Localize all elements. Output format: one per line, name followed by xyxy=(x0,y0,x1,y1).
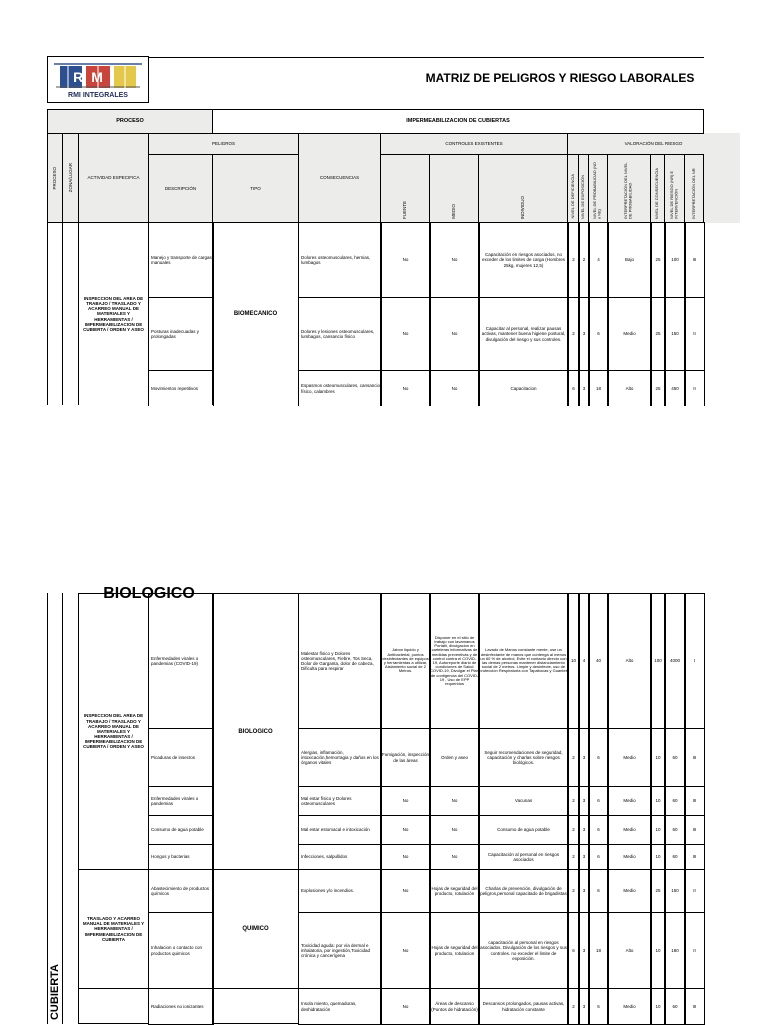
cell-desc: Consumo de agua potable xyxy=(148,815,214,845)
cell-nd: 2 xyxy=(567,222,580,298)
cell-np: 6 xyxy=(588,988,609,1025)
cell-fuente: No xyxy=(380,912,431,989)
cell-medio: Áreas de descanso (Puntos de hidratación) xyxy=(429,988,480,1025)
section2-side-label: CUBIERTA xyxy=(48,963,61,1020)
col-individuo: INDIVIDUO xyxy=(478,154,568,223)
section1-activity: INSPECCION DEL AREA DE TRABAJO / TRASLADO Y ACARREO MANUAL DE MATERIALES Y HERRAMIENTAS / IMPERMEABILIZACION DE CUBIERTA / ORDEN Y ASEO xyxy=(78,222,149,405)
cell-ne: 3 xyxy=(578,844,590,870)
cell-fuente: No xyxy=(380,988,431,1025)
cell-inp: Medio xyxy=(607,297,652,371)
col-descripcion: DESCRIPCIÓN xyxy=(148,154,213,223)
cell-ind: capacitación al personal en riesgos asociados. Divulgación de los riesgos y sus controles. no exceder el limite de exposición. xyxy=(478,912,569,989)
cell-ind: Consumo de agua potable xyxy=(478,815,569,845)
cell-inp: Medio xyxy=(607,844,652,870)
cell-desc: Inhalacion o contacto con productos quimicos xyxy=(148,912,214,989)
cell-nc: 100 xyxy=(650,593,666,729)
cell-medio: No xyxy=(429,222,480,298)
cell-desc: Hongos y bacterias xyxy=(148,844,214,870)
col-valoracion: VALORACIÓN DEL RIESGO xyxy=(567,133,740,155)
cell-inr: I xyxy=(684,593,705,729)
col-ne: NIVEL DE EXPOSICIÓN xyxy=(578,154,589,223)
cell-inp: Alto xyxy=(607,593,652,729)
cell-np: 6 xyxy=(588,297,609,371)
cell-medio: Hojas de seguridad del producto, rotulacion xyxy=(429,912,480,989)
cell-nc: 25 xyxy=(650,222,666,298)
col-inr: INTERPRETACIÓN DEL NR xyxy=(684,154,704,223)
cell-cons: Explosiones y/o incendios. xyxy=(298,869,382,913)
cell-medio: No xyxy=(429,297,480,371)
cell-cons: Malestar físico y Dolores osteomusculares, Fiebre, Tos Seca, Dolor de Garganta, dolor de cabeza, Dificulta para respirar xyxy=(298,593,382,729)
cell-ne: 3 xyxy=(578,728,590,787)
cell-nd: 6 xyxy=(567,370,580,406)
cell-ind: Capacitación al personal en riesgos asociados xyxy=(478,844,569,870)
section2-type-quimico-cell: QUIMICO xyxy=(212,869,299,989)
header-extension xyxy=(704,133,740,223)
cell-inp: Medio xyxy=(607,815,652,845)
proceso-value: IMPERMEABILIZACION DE CUBIERTAS xyxy=(212,109,704,134)
cell-nr: 4000 xyxy=(664,593,686,729)
cell-nd: 2 xyxy=(567,844,580,870)
cell-medio: No xyxy=(429,815,480,845)
cell-nr: 60 xyxy=(664,988,686,1025)
cell-cons: Toxicidad aguda: por vía dermal e inhalatoria, por ingestión,Toxicidad crónica y cancerígena xyxy=(298,912,382,989)
cell-nd: 2 xyxy=(567,786,580,816)
cell-inp: Medio xyxy=(607,728,652,787)
section2-activity-quimico: TRASLADO Y ACARREO MANUAL DE MATERIALES Y HERRAMIENTAS / IMPERMEABILIZACION DE CUBIERTA xyxy=(78,869,149,989)
cell-inr: III xyxy=(684,222,705,298)
cell-cons: Mal estar estomacal e intoxicación xyxy=(298,815,382,845)
cell-cons: Mal estar físico y Dolores osteomusculares xyxy=(298,786,382,816)
col-peligros: PELIGROS xyxy=(148,133,299,155)
col-zona: ZONA/LUGAR xyxy=(62,133,79,223)
cell-nc: 10 xyxy=(650,912,666,989)
cell-nr: 60 xyxy=(664,728,686,787)
cell-np: 18 xyxy=(588,370,609,406)
section2-type-biologico: BIOLOGICO xyxy=(103,585,195,602)
section2-type-blank-cell xyxy=(212,988,299,1024)
cell-np: 6 xyxy=(588,844,609,870)
col-fuente: FUENTE xyxy=(380,154,430,223)
cell-ind: Capacitar al personal, realizar pausas activas, mantener buena higiene postural, divulgación del riesgo y sus controles. xyxy=(478,297,569,371)
cell-nd: 6 xyxy=(567,912,580,989)
cell-medio: No xyxy=(429,786,480,816)
cell-inr: II xyxy=(684,297,705,371)
col-inp: INTERPRETACIÓN DEL NIVEL DE PROBABILIDAD xyxy=(607,154,651,223)
proceso-label: PROCESO xyxy=(47,109,213,134)
page-title: MATRIZ DE PELIGROS Y RIESGO LABORALES xyxy=(425,71,695,85)
cell-np: 6 xyxy=(588,815,609,845)
cell-ne: 3 xyxy=(578,370,590,406)
cell-nr: 60 xyxy=(664,786,686,816)
col-controles: CONTROLES EXISTENTES xyxy=(380,133,568,155)
col-np: NIVEL DE PROBABILIDAD (ND x NE) xyxy=(588,154,608,223)
cell-np: 4 xyxy=(588,222,609,298)
cell-nc: 10 xyxy=(650,815,666,845)
cell-inp: Bajo xyxy=(607,222,652,298)
cell-desc: Movimientos repetitivos xyxy=(148,370,214,406)
cell-inp: Medio xyxy=(607,869,652,913)
cell-desc: Posturas inadecuadas y prolongadas xyxy=(148,297,214,371)
cell-desc: Abastecimiento de productos químicos xyxy=(148,869,214,913)
cell-fuente: No xyxy=(380,370,431,406)
cell-inr: II xyxy=(684,912,705,989)
cell-ne: 3 xyxy=(578,297,590,371)
cell-nd: 2 xyxy=(567,815,580,845)
cell-nd: 2 xyxy=(567,728,580,787)
col-medio: MEDIO xyxy=(429,154,479,223)
col-tipo: TIPO xyxy=(212,154,299,223)
cell-nr: 150 xyxy=(664,297,686,371)
cell-fuente: No xyxy=(380,222,431,298)
cell-inr: II xyxy=(684,869,705,913)
cell-desc: Picaduras de insectos xyxy=(148,728,214,787)
cell-ne: 3 xyxy=(578,988,590,1025)
cell-ind: Lavado de Manos constante mente, use un desinfectante de manos que contenga al menos un 60 % de alcohol, Evite el contacto directo con las demas personas mantener distanciamiento social de 2 metros. Limpie y desinfecte, uso de protección Respiratoria con Tapabocas y Guantes xyxy=(478,593,569,729)
cell-fuente: No xyxy=(380,844,431,870)
cell-nr: 450 xyxy=(664,370,686,406)
logo-box xyxy=(47,56,149,103)
cell-desc: Radiaciones no ionizantes xyxy=(148,988,214,1025)
cell-nd: 2 xyxy=(567,869,580,913)
section2-left-rule-b xyxy=(62,593,63,1024)
cell-cons: Alergias, inflamación, intoxicación,hemorragia y daños en los órganos vitales xyxy=(298,728,382,787)
col-proceso: PROCESO xyxy=(47,133,63,223)
cell-ind: Charlas de prevención, divulgación de peligros,personal capacitado de brigadistas xyxy=(478,869,569,913)
cell-np: 40 xyxy=(588,593,609,729)
cell-fuente: No xyxy=(380,786,431,816)
cell-np: 18 xyxy=(588,912,609,989)
cell-ne: 3 xyxy=(578,786,590,816)
cell-inp: Alto xyxy=(607,912,652,989)
cell-medio: Orden y aseo xyxy=(429,728,480,787)
section2-activity-blank xyxy=(78,988,149,1024)
section2-type-biologico-cell: BIOLOGICO xyxy=(212,593,299,870)
cell-medio: Disponer en el sitio de trabajo con lavamanos Portatil, divulgacion en carteleras informativas de medidas preventivas y de control contra el COVID-19, Autoreporte diario de condiciones de Salud COVID-19, Divulgar el Plan de contigencia del COVID-19 , Uso de EPP requeridos xyxy=(429,593,480,729)
col-nd: NIVEL DE DEFICIENCIA xyxy=(567,154,579,223)
col-consecuencias: CONSECUENCIAS xyxy=(298,133,381,223)
cell-nd: 2 xyxy=(567,297,580,371)
section2-activity-biologico: INSPECCION DEL AREA DE TRABAJO / TRASLADO Y ACARREO MANUAL DE MATERIALES Y HERRAMIENTAS / IMPERMEABILIZACION DE CUBIERTA / ORDEN Y ASEO xyxy=(78,593,149,870)
cell-nc: 10 xyxy=(650,844,666,870)
cell-medio: Hojas de seguridad del producto, rotulación xyxy=(429,869,480,913)
cell-ind: Seguir recomendaciones de seguridad, capacitación y charlas sobre riesgos biológicos. xyxy=(478,728,569,787)
cell-ne: 4 xyxy=(578,593,590,729)
cell-ne: 3 xyxy=(578,815,590,845)
cell-ne: 3 xyxy=(578,869,590,913)
cell-inr: III xyxy=(684,728,705,787)
col-nr: NIVEL DE RIESGO (NR) E INTERVENCIÓN xyxy=(664,154,685,223)
cell-inr: III xyxy=(684,844,705,870)
cell-np: 6 xyxy=(588,786,609,816)
cell-desc: Enfermedades virales o pandemias (COVID-19) xyxy=(148,593,214,729)
cell-nc: 10 xyxy=(650,728,666,787)
cell-nd: 10 xyxy=(567,593,580,729)
cell-np: 6 xyxy=(588,728,609,787)
cell-nc: 25 xyxy=(650,297,666,371)
section1-left-rule-b xyxy=(62,222,63,405)
cell-desc: Manejo y transporte de cargas manuales xyxy=(148,222,214,298)
cell-medio: No xyxy=(429,370,480,406)
cell-cons: Dolores osteomusculares, hernias, lumbagos xyxy=(298,222,382,298)
top-rule xyxy=(148,57,704,58)
cell-ind: Descansos prolongados, pausas activas, hidratación constante xyxy=(478,988,569,1025)
col-actividad: ACTIVIDAD ESPECIFICA xyxy=(78,133,149,223)
cell-nr: 180 xyxy=(664,912,686,989)
cell-fuente: Jabon liquido y Antibacterial, puntos desinfectantes de equipos y herramientas a utilizar, Aislamiento social de 2 Metros. xyxy=(380,593,431,729)
cell-desc: Enfermedades virales o pandemias xyxy=(148,786,214,816)
cell-inr: III xyxy=(684,988,705,1025)
cell-fuente: No xyxy=(380,297,431,371)
cell-nr: 60 xyxy=(664,844,686,870)
col-nc: NIVEL DE CONSECUENCIA xyxy=(650,154,665,223)
cell-ind: Capacitacion xyxy=(478,370,569,406)
cell-inp: Medio xyxy=(607,988,652,1025)
cell-medio: No xyxy=(429,844,480,870)
cell-fuente: No xyxy=(380,869,431,913)
cell-nc: 25 xyxy=(650,869,666,913)
cell-inp: Alto xyxy=(607,370,652,406)
cell-nc: 25 xyxy=(650,370,666,406)
cell-ind: Vacunas xyxy=(478,786,569,816)
cell-np: 6 xyxy=(588,869,609,913)
cell-inr: III xyxy=(684,786,705,816)
cell-inr: II xyxy=(684,370,705,406)
cell-ne: 3 xyxy=(578,912,590,989)
section1-left-rule-a xyxy=(47,222,48,405)
cell-cons: Insola miento, quemaduras, deshidratación xyxy=(298,988,382,1025)
cell-cons: Dolores y lesiones osteomusculares, lumbagos, cansancio físico xyxy=(298,297,382,371)
cell-nr: 150 xyxy=(664,869,686,913)
cell-cons: Infecciones, salpullidos xyxy=(298,844,382,870)
cell-cons: Espasmos osteomusculares, cansancio físico, calambres xyxy=(298,370,382,406)
cell-nd: 2 xyxy=(567,988,580,1025)
cell-fuente: No xyxy=(380,815,431,845)
section1-type: BIOMECANICO xyxy=(212,222,299,405)
cell-nc: 10 xyxy=(650,786,666,816)
logo-text: RMI INTEGRALES xyxy=(68,91,128,99)
cell-nr: 100 xyxy=(664,222,686,298)
cell-inp: Medio xyxy=(607,786,652,816)
cell-ne: 2 xyxy=(578,222,590,298)
cell-fuente: Fumigación, inspección de las áreas xyxy=(380,728,431,787)
cell-ind: Capacitación en riesgos asociados, no exceder de los limites de carga (Hombres 25kg, mujeres 12,5) xyxy=(478,222,569,298)
cell-nc: 10 xyxy=(650,988,666,1025)
logo-letters: RMI xyxy=(73,69,123,85)
cell-inr: III xyxy=(684,815,705,845)
cell-nr: 60 xyxy=(664,815,686,845)
